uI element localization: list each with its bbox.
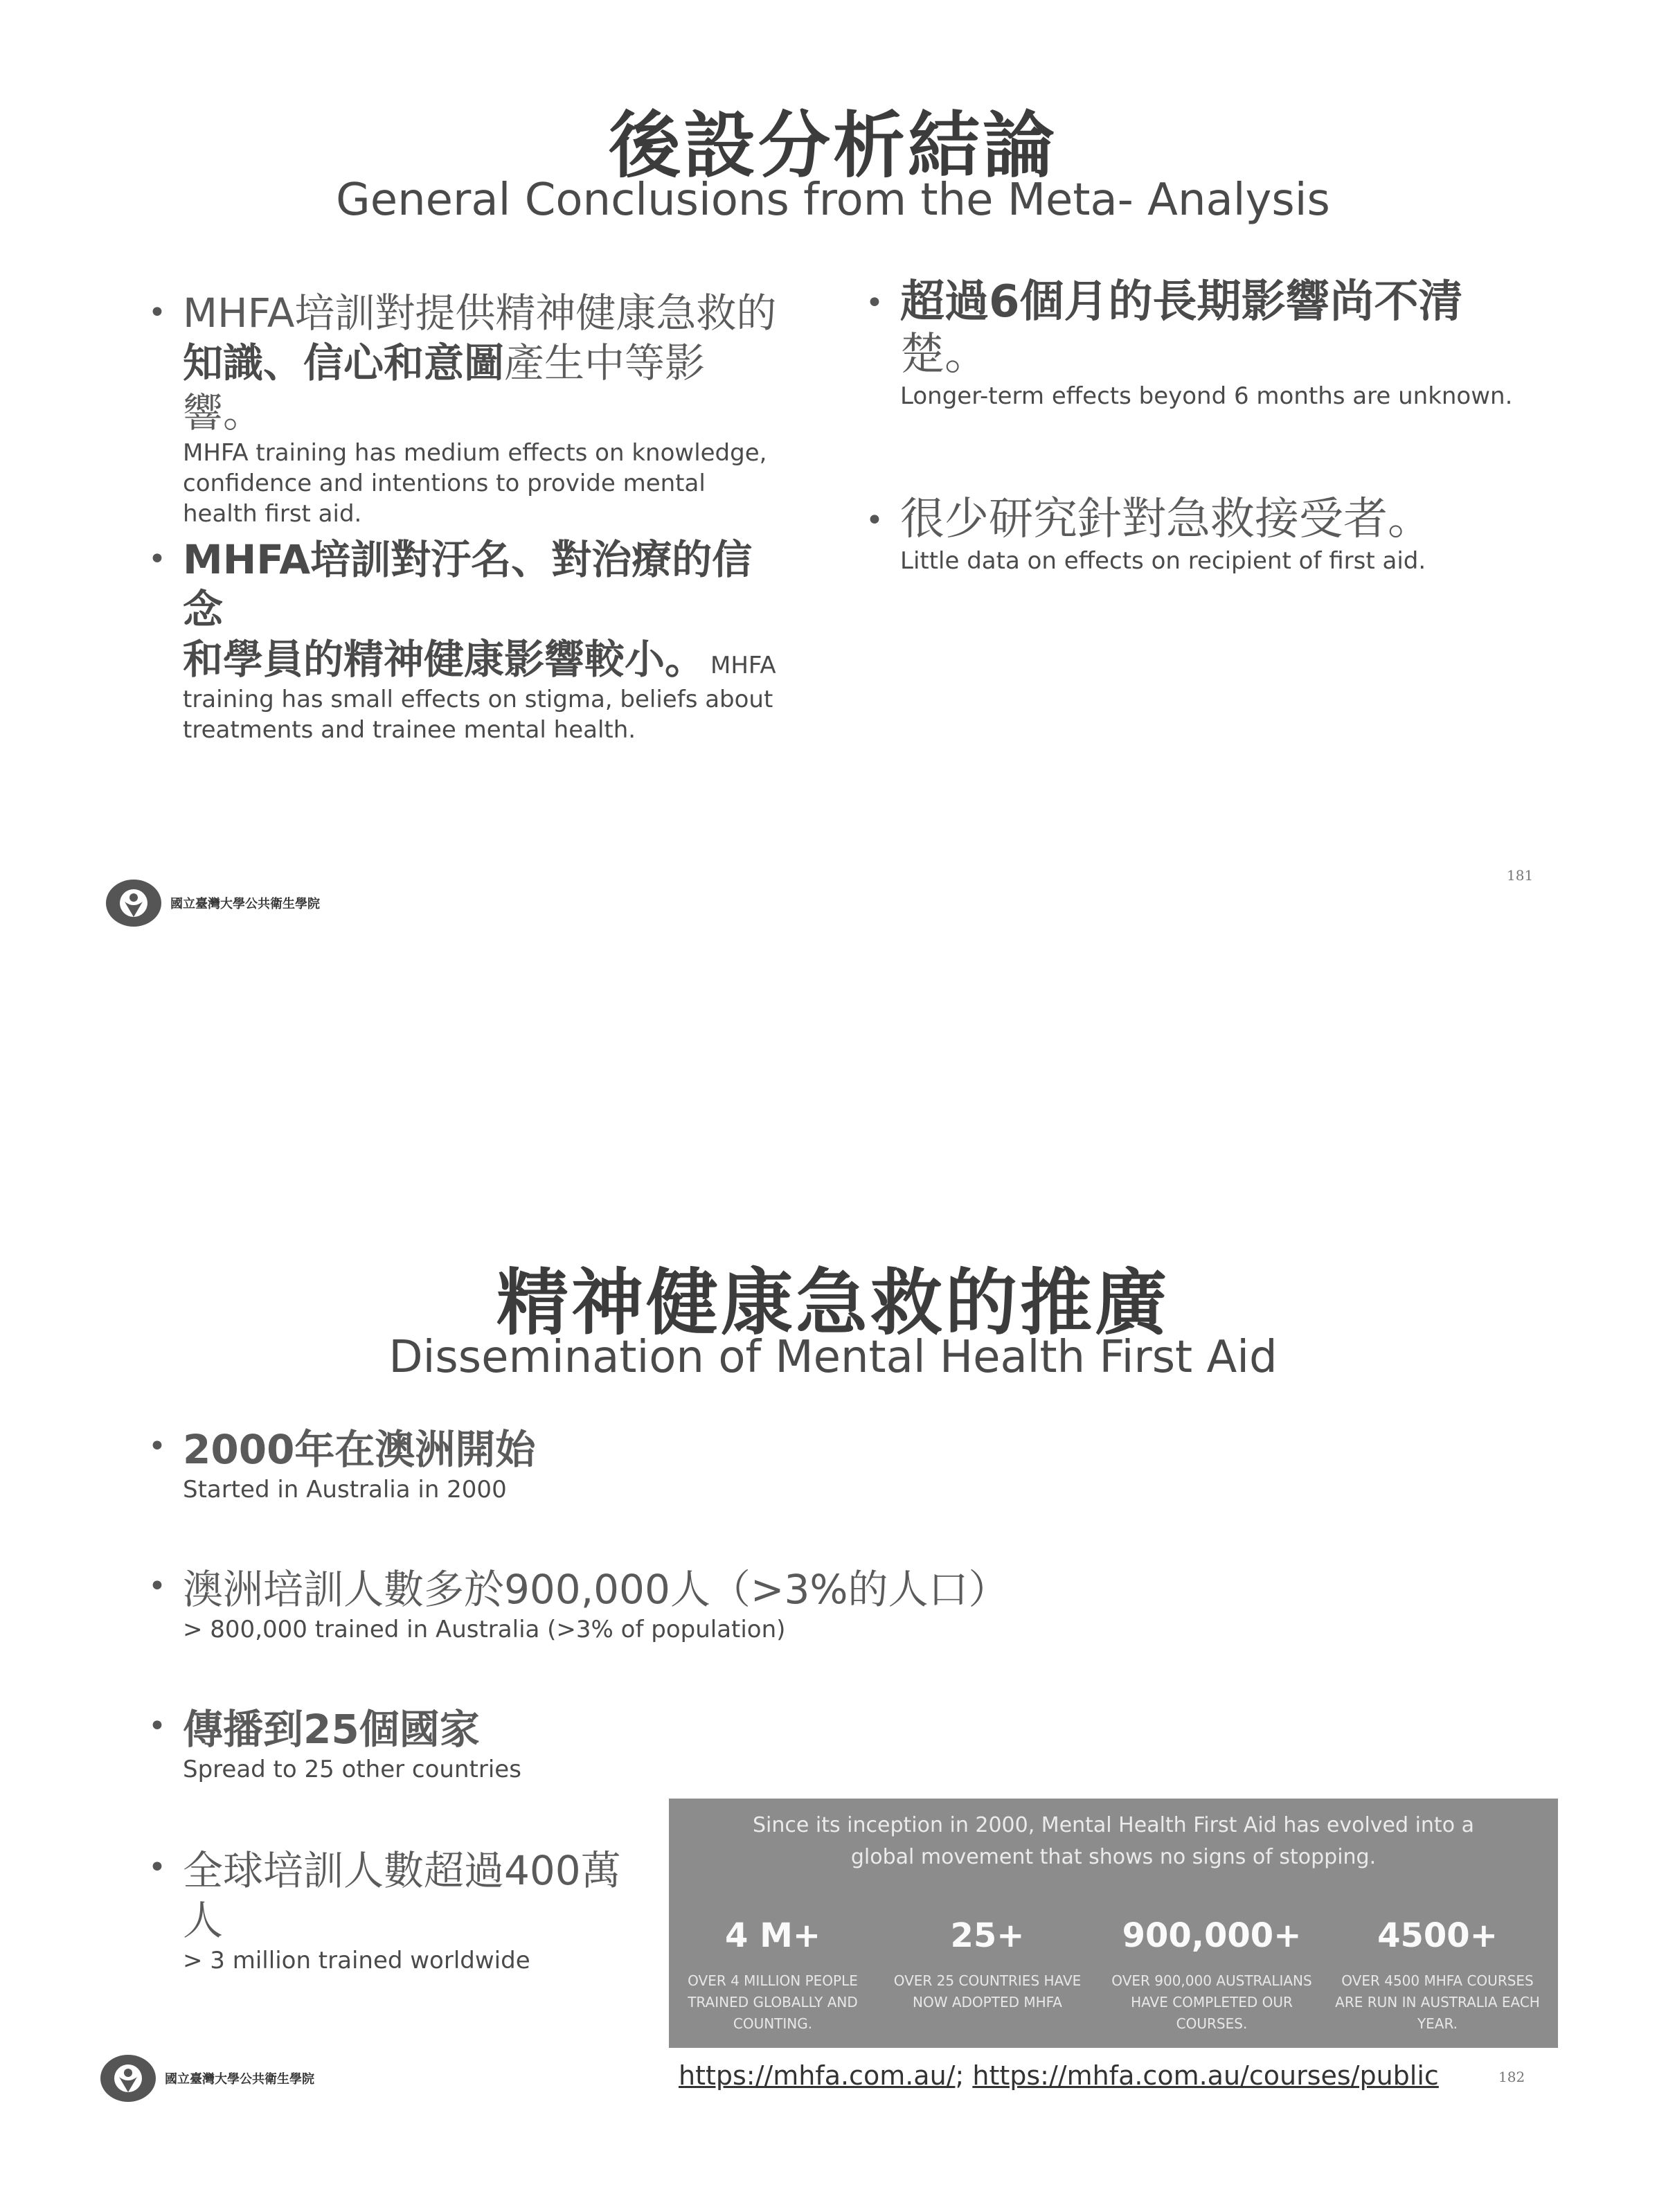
logo-text: 國立臺灣大學公共衛生學院 — [170, 897, 320, 911]
stat-description: OVER 4 MILLION PEOPLE TRAINED GLOBALLY AND COUNTING. — [688, 1972, 858, 2032]
slide-182 — [0, 1106, 1666, 2212]
bullet-dot-icon: • — [148, 1429, 166, 1464]
mhfa-stats-panel — [669, 1799, 1558, 2048]
bullet-dot-icon: • — [866, 503, 884, 538]
stat-item — [1108, 1916, 1316, 2035]
bullet-dot-icon: • — [148, 1569, 166, 1604]
bullet-item — [148, 535, 785, 745]
bullet-en: > 3 million trained worldwide — [183, 1947, 530, 1974]
bullet-en: Longer-term effects beyond 6 months are unknown. — [900, 382, 1513, 410]
mhfa-home-link[interactable]: https://mhfa.com.au/ — [679, 2060, 956, 2091]
bullet-dot-icon: • — [148, 542, 166, 577]
panel-intro-text: Since its inception in 2000, Mental Health First Aid has evolved into a global movement that shows no signs of stopping. — [753, 1813, 1474, 1869]
stat-description: OVER 4500 MHFA COURSES ARE RUN IN AUSTRALIA EACH YEAR. — [1335, 1972, 1540, 2032]
stat-item — [669, 1916, 877, 2035]
stat-item — [884, 1916, 1091, 2013]
bullet-cn: 2000年在澳洲開始 — [183, 1426, 536, 1473]
ntu-public-health-emblem-icon — [104, 877, 163, 929]
bullet-item — [148, 1704, 633, 1785]
slide-title-en: Dissemination of Mental Health First Aid — [388, 1332, 1278, 1383]
stat-item — [1334, 1916, 1541, 2035]
bullet-dot-icon: • — [148, 295, 166, 330]
bullet-item — [148, 1846, 661, 1976]
bullet-cn: MHFA培訓對汙名、對治療的信念 和學員的精神健康影響較小。 MHFA — [183, 536, 776, 683]
bullet-en: training has small effects on stigma, beliefs about treatments and trainee mental health. — [183, 686, 773, 744]
bullet-cn: MHFA培訓對提供精神健康急救的 知識、信心和意圖產生中等影響。 — [183, 289, 777, 436]
bullet-item — [866, 493, 1558, 576]
bullet-dot-icon: • — [866, 285, 884, 321]
bullet-dot-icon: • — [148, 1709, 166, 1744]
bullet-en: Little data on effects on recipient of first aid. — [900, 547, 1426, 575]
page-number: 181 — [1507, 867, 1534, 884]
source-links — [679, 2060, 1439, 2091]
bullet-en: > 800,000 trained in Australia (>3% of population) — [183, 1616, 786, 1643]
bullet-dot-icon: • — [148, 1850, 166, 1885]
bullet-item — [866, 276, 1558, 411]
bullet-cn: 全球培訓人數超過400萬人 — [183, 1847, 621, 1944]
link-separator: ; — [955, 2060, 965, 2091]
slide-title-en: General Conclusions from the Meta- Analysis — [336, 175, 1330, 226]
bullet-cn: 傳播到25個國家 — [183, 1706, 480, 1753]
bullet-en: Started in Australia in 2000 — [183, 1476, 507, 1504]
bullet-en: Spread to 25 other countries — [183, 1756, 521, 1783]
bullet-item — [148, 1425, 771, 1505]
institution-logo — [98, 2052, 314, 2105]
bullet-item — [148, 1564, 1048, 1645]
logo-text: 國立臺灣大學公共衛生學院 — [165, 2072, 314, 2087]
bullet-en: MHFA training has medium effects on knowledge, confidence and intentions to provide mental health first aid. — [183, 439, 767, 528]
slide-title-cn: 精神健康急救的推廣 — [496, 1260, 1170, 1345]
stat-value: 900,000+ — [1122, 1916, 1302, 1955]
stat-value: 25+ — [950, 1916, 1025, 1955]
stat-value: 4 M+ — [724, 1916, 821, 1955]
stat-description: OVER 25 COUNTRIES HAVE NOW ADOPTED MHFA — [893, 1972, 1082, 2010]
bullet-cn: 澳洲培訓人數多於900,000人（>3%的人口） — [183, 1566, 1009, 1613]
mhfa-courses-link[interactable]: https://mhfa.com.au/courses/public — [972, 2060, 1439, 2091]
stat-description: OVER 900,000 AUSTRALIANS HAVE COMPLETED OUR COURSES. — [1111, 1972, 1312, 2032]
bullet-item — [148, 288, 785, 529]
ntu-public-health-emblem-icon — [98, 2052, 158, 2105]
bullet-cn: 很少研究針對急救接受者。 — [900, 494, 1432, 545]
stat-value: 4500+ — [1377, 1916, 1498, 1955]
bullet-cn: 超過6個月的長期影響尚不清 楚。 — [900, 276, 1463, 380]
institution-logo — [104, 877, 320, 929]
slide-title-cn: 後設分析結論 — [608, 103, 1057, 188]
page-number: 182 — [1498, 2069, 1525, 2085]
